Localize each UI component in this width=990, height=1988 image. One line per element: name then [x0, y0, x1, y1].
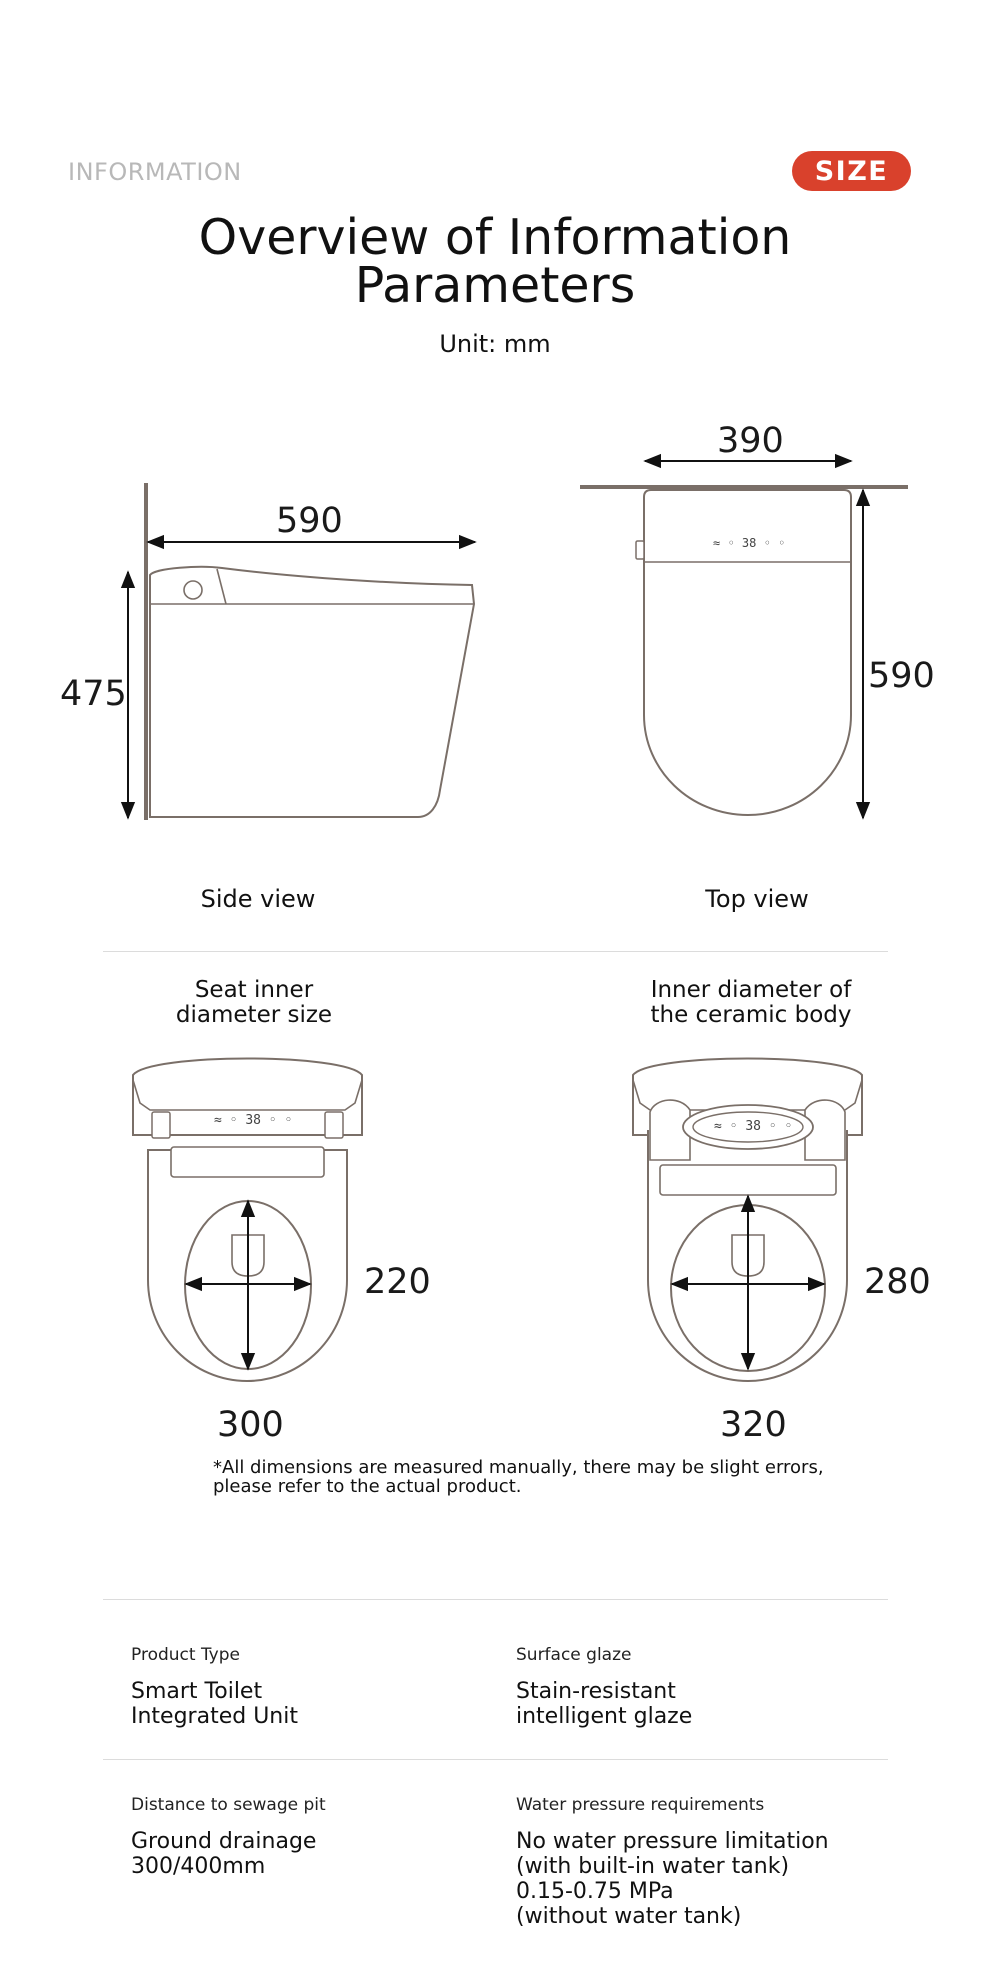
side-height-dimension: 475 [60, 674, 127, 714]
ceramic-inner-caption [581, 978, 921, 1028]
top-view-drawing [580, 461, 908, 818]
divider [103, 1759, 888, 1760]
unit-label: Unit: mm [439, 330, 551, 358]
seat-inner-caption-line-1: Seat inner [194, 977, 314, 1003]
ceramic-inner-caption-line-2: the ceramic body [650, 1002, 852, 1028]
section-label: INFORMATION [68, 158, 242, 186]
drop-icon: ≈ ◦ [713, 536, 742, 550]
measurement-note [213, 1458, 893, 1496]
top-view-display [713, 536, 785, 550]
spec-label: Product Type [131, 1645, 240, 1665]
divider [103, 951, 888, 952]
title-line-1: Overview of Information [198, 209, 792, 266]
note-line-1: *All dimensions are measured manually, there may be slight errors, [213, 1457, 824, 1478]
top-width-dimension: 390 [717, 421, 784, 461]
indicator-icon: ◦ ◦ [756, 536, 786, 550]
display-value: 38 [741, 536, 757, 550]
seat-length-dimension: 220 [364, 1262, 431, 1302]
spec-value: Smart Toilet Integrated Unit [131, 1679, 298, 1729]
indicator-icon: ◦ ◦ [260, 1113, 293, 1128]
seat-inner-caption-line-2: diameter size [175, 1002, 333, 1028]
title-line-2: Parameters [354, 257, 636, 314]
spec-label: Distance to sewage pit [131, 1795, 326, 1815]
ceramic-length-dimension: 280 [864, 1262, 931, 1302]
ceramic-width-dimension: 320 [720, 1405, 787, 1445]
note-line-2: please refer to the actual product. [213, 1476, 522, 1497]
spec-label: Surface glaze [516, 1645, 632, 1665]
spec-value: Ground drainage 300/400mm [131, 1829, 317, 1879]
ceramic-inner-caption-line-1: Inner diameter of [650, 977, 852, 1003]
spec-surface-glaze [516, 1645, 692, 1729]
display-value: 38 [745, 1119, 761, 1134]
spec-product-type [131, 1645, 298, 1729]
spec-water-pressure [516, 1795, 829, 1929]
seat-inner-caption [84, 978, 424, 1028]
side-view-caption: Side view [200, 885, 316, 913]
spec-sewage-distance [131, 1795, 326, 1879]
display-value: 38 [245, 1113, 261, 1128]
seat-width-dimension: 300 [217, 1405, 284, 1445]
spec-value: No water pressure limitation (with built-in water tank) 0.15-0.75 MPa (without water tank) [516, 1829, 829, 1929]
ceramic-display [714, 1119, 792, 1134]
size-badge: SIZE [792, 151, 911, 191]
drop-icon: ≈ ◦ [714, 1119, 746, 1134]
indicator-icon: ◦ ◦ [760, 1119, 793, 1134]
ceramic-inner-drawing [633, 1059, 862, 1382]
top-length-dimension: 590 [868, 656, 935, 696]
seat-display [214, 1113, 292, 1128]
top-view-caption: Top view [705, 885, 809, 913]
seat-inner-drawing [133, 1059, 362, 1382]
spec-value: Stain-resistant intelligent glaze [516, 1679, 693, 1729]
side-length-dimension: 590 [276, 501, 343, 541]
divider [103, 1599, 888, 1600]
spec-label: Water pressure requirements [516, 1795, 765, 1815]
drop-icon: ≈ ◦ [214, 1113, 246, 1128]
